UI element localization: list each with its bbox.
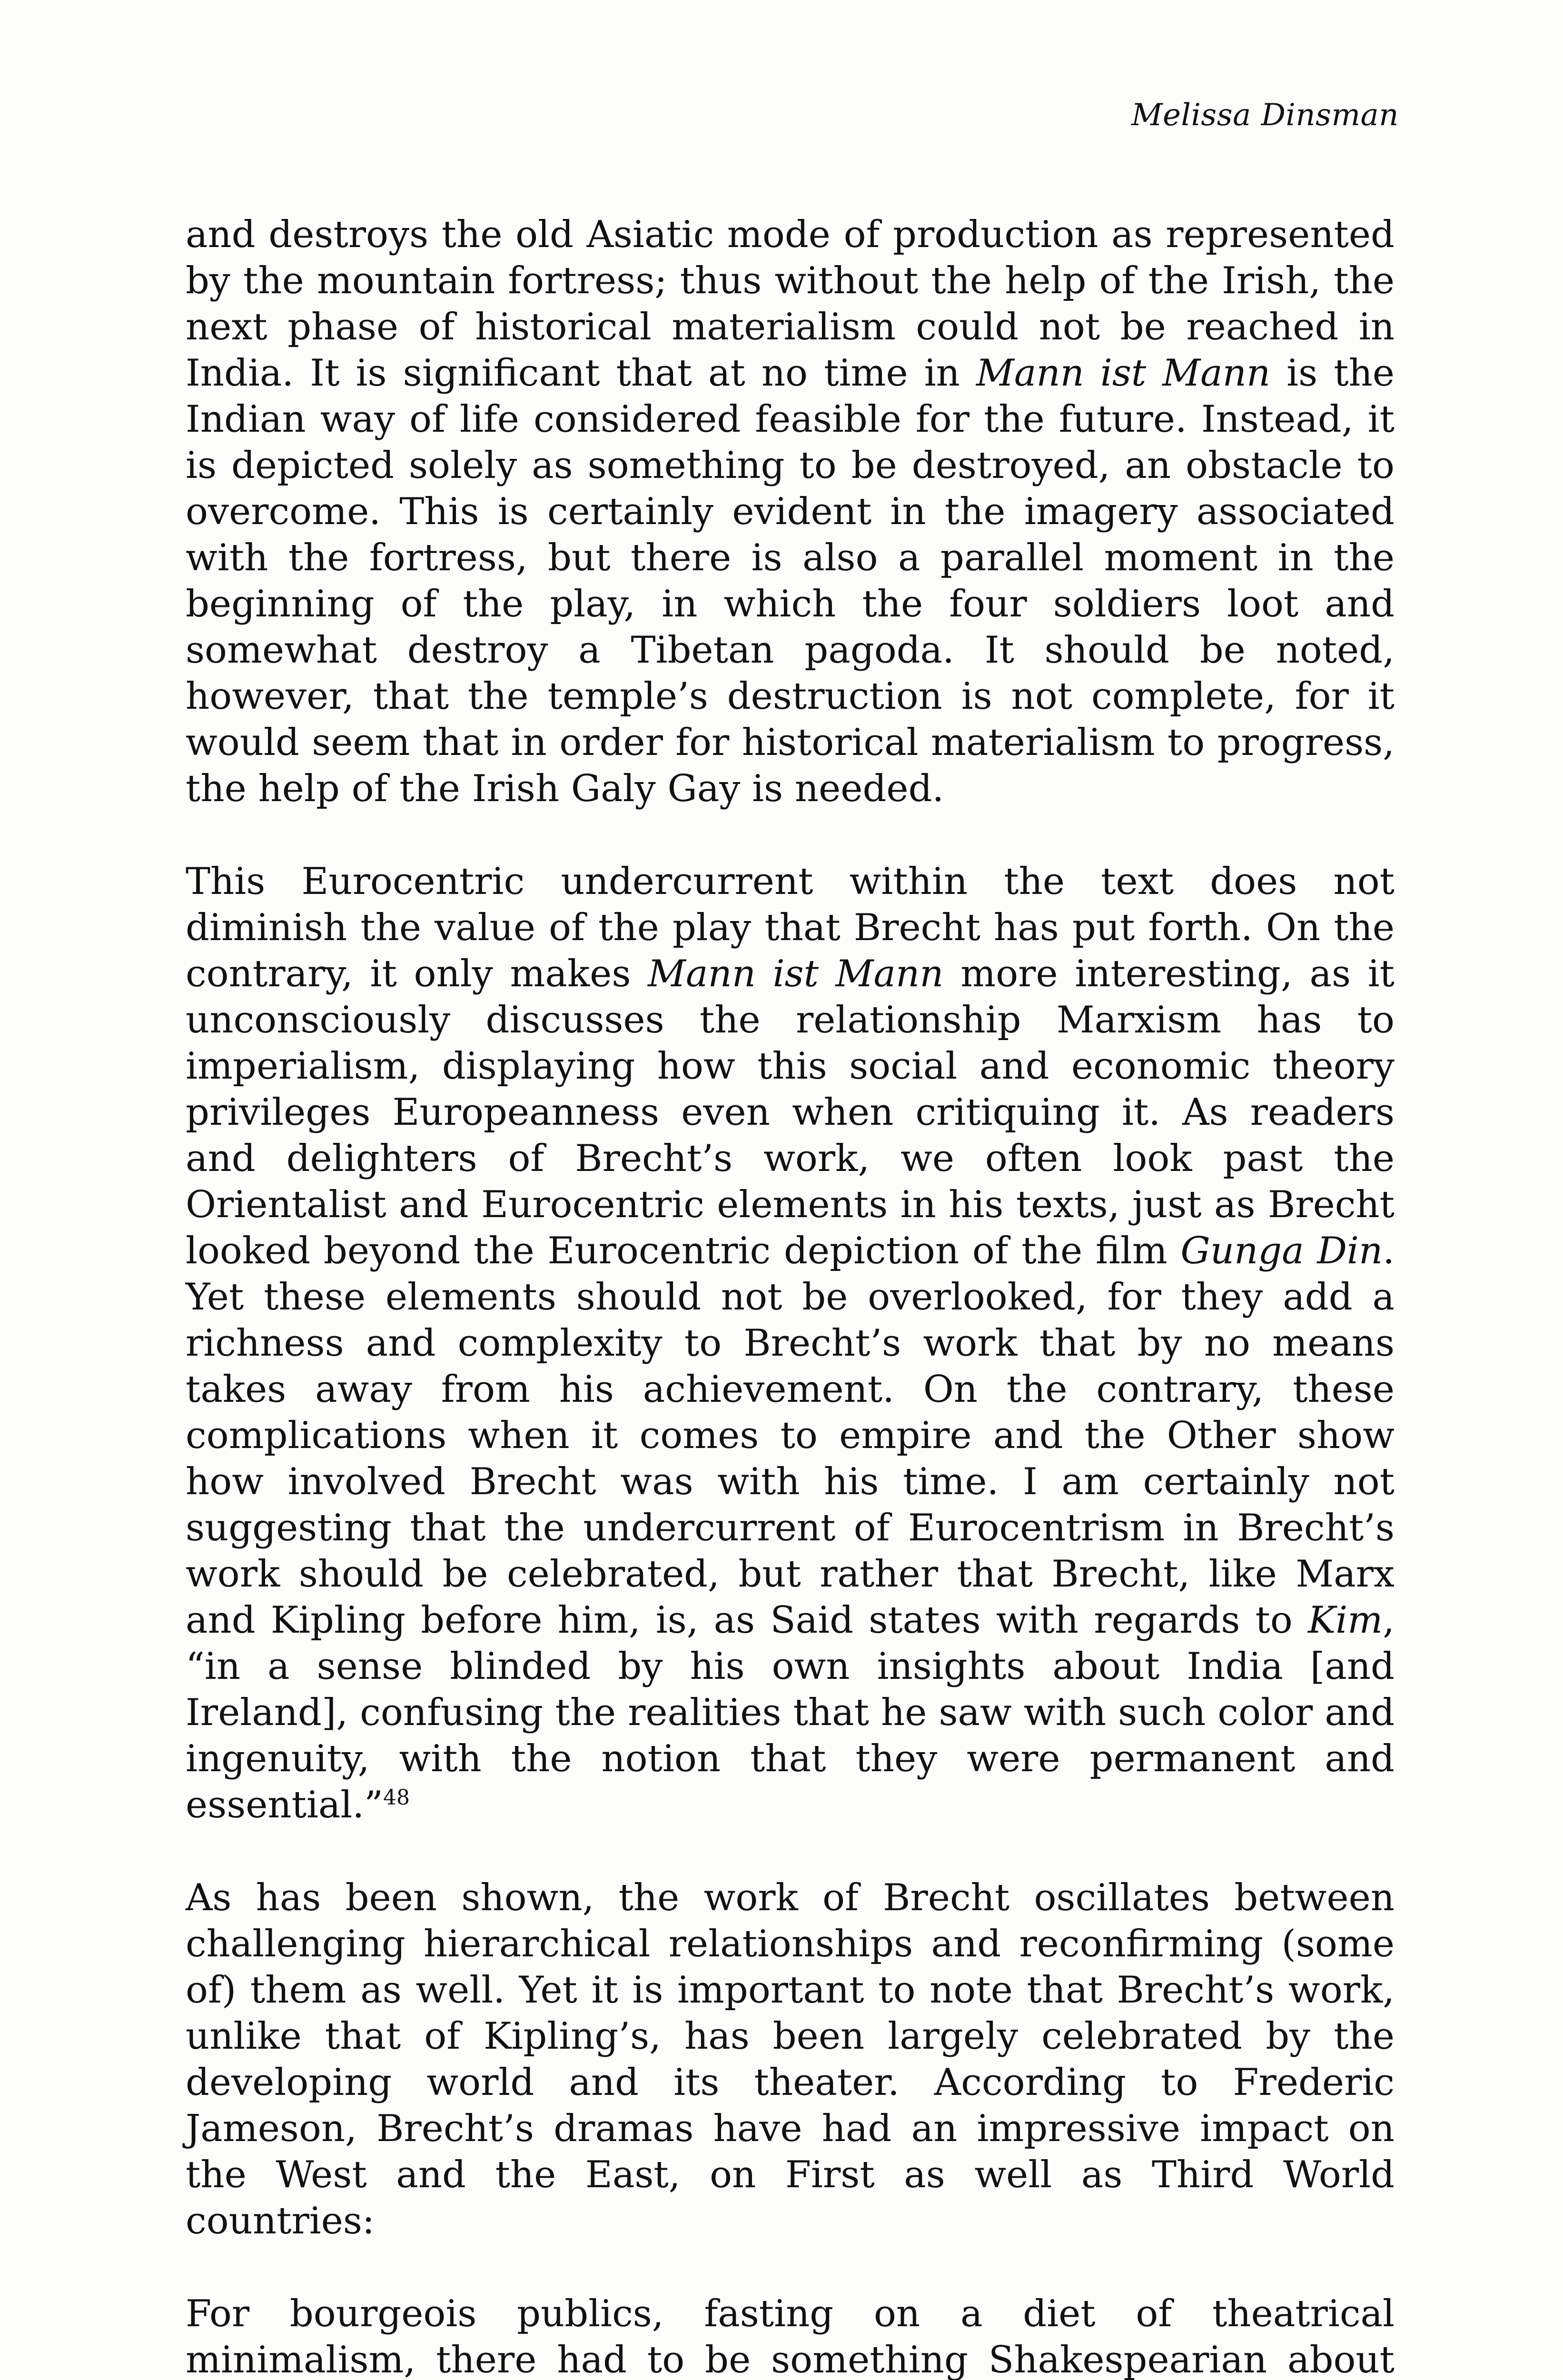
title-kim: Kim — [1308, 1599, 1383, 1642]
paragraph-3 — [186, 1875, 1395, 2244]
paragraph-2-text: , “in a sense blinded by his own insights about India [and Ireland], confusing the realities that he saw with such color and ingenuity, with the notion that they were permanent and essential.” — [186, 1599, 1395, 1826]
block-quote-text: For bourgeois publics, fasting on a diet of theatrical minimalism, there had to be something Shakespearian about — [186, 2292, 1395, 2380]
paragraph-2-text: more interesting, as it unconsciously discusses the relationship Marxism has to imperialism, displaying how this social and economic theory privileges Europeanness even when critiquing it. As readers and delighters of Brecht’s work, we often look past the Orientalist and Eurocentric elements in his texts, just as Brecht looked beyond the Eurocentric depiction of the film — [186, 952, 1395, 1272]
paragraph-2-text: . Yet these elements should not be overlooked, for they add a richness and complexity to Brecht’s work that by no means takes away from his achievement. On the contrary, these complications when it comes to empire and the Other show how involved Brecht was with his time. I am certainly not suggesting that the undercurrent of Eurocentrism in Brecht’s work should be celebrated, but rather that Brecht, like Marx and Kipling before him, is, as Said states with regards to — [186, 1230, 1395, 1642]
paragraph-2-text: This Eurocentric undercurrent within the text does not diminish the value of the play that Brecht has put forth. On the contrary, it only makes — [186, 860, 1395, 995]
block-quote — [186, 2291, 1395, 2380]
paragraph-1-text: is the Indian way of life considered feasible for the future. Instead, it is depicted solely as something to be destroyed, an obstacle to overcome. This is certainly evident in the imagery associated with the fortress, but there is also a parallel moment in the beginning of the play, in which the four soldiers loot and somewhat destroy a Tibetan pagoda. It should be noted, however, that the temple’s destruction is not complete, for it would seem that in order for historical materialism to progress, the help of the Irish Galy Gay is needed. — [186, 352, 1395, 810]
paragraph-3-text: As has been shown, the work of Brecht oscillates between challenging hierarchical relationships and reconfirming (some of) them as well. Yet it is important to note that Brecht’s work, unlike that of Kipling’s, has been largely celebrated by the developing world and its theater. According to Frederic Jameson, Brecht’s dramas have had an impressive impact on the West and the East, on First as well as Third World countries: — [186, 1876, 1395, 2242]
paragraph-1-text: and destroys the old Asiatic mode of production as represented by the mountain fortress; thus without the help of the Irish, the next phase of historical materialism could not be reached in India. It is significant that at no time in — [186, 213, 1395, 395]
title-gunga-din: Gunga Din — [1180, 1230, 1383, 1272]
title-mann-ist-mann: Mann ist Mann — [976, 352, 1271, 395]
title-mann-ist-mann: Mann ist Mann — [648, 952, 944, 995]
body-text — [186, 212, 1395, 2380]
paragraph-1 — [186, 212, 1395, 812]
paragraph-2 — [186, 859, 1395, 1828]
footnote-marker: 48 — [383, 1785, 410, 1810]
running-head-author: Melissa Dinsman — [1131, 98, 1399, 133]
